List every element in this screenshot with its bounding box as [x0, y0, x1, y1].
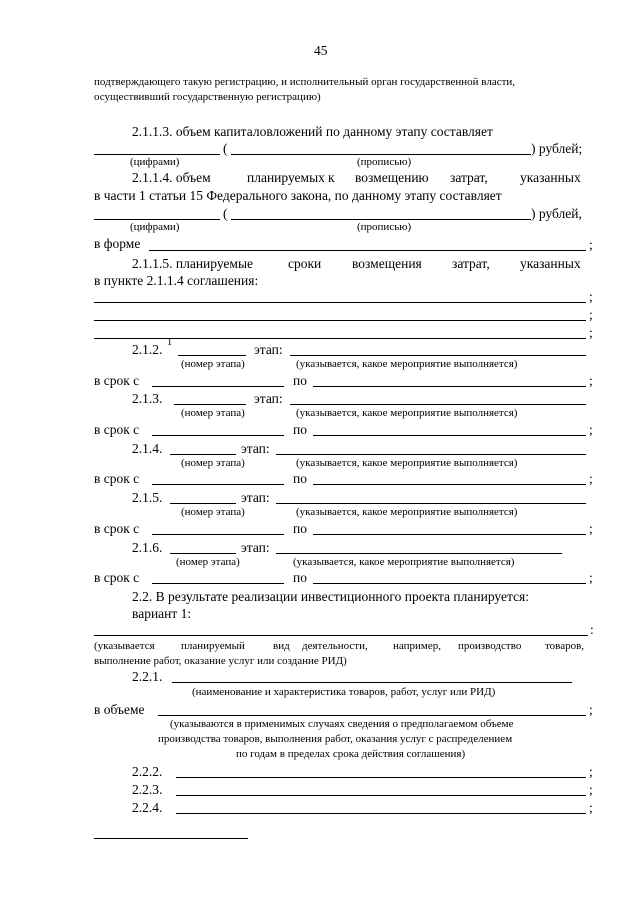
stage-4-num-line — [170, 503, 236, 504]
stage-3-number: 2.1.4. — [132, 441, 163, 456]
activity-note-word-3: вид — [273, 640, 290, 652]
stage-2-event-caption: (указывается, какое мероприятие выполняется) — [296, 407, 518, 419]
stage-2-number: 2.1.3. — [132, 391, 163, 406]
stage-5-to: по — [293, 570, 307, 585]
activity-note-word-5: например, — [393, 640, 441, 652]
terms-semicolon-1: ; — [589, 289, 593, 304]
stage-3-etap: этап: — [241, 441, 270, 456]
stage-3-to-line — [313, 484, 586, 485]
terms-line-1 — [94, 302, 586, 303]
volume-note-line-1: (указываются в применимых случаях сведения о предполагаемом объеме — [170, 718, 514, 730]
stage-1-number: 2.1.2. — [132, 342, 163, 357]
item-223-label: 2.2.3. — [132, 782, 163, 797]
stage-4-from-line — [152, 534, 284, 535]
stage-2-semicolon: ; — [589, 422, 593, 437]
stage-2-num-caption: (номер этапа) — [181, 407, 245, 419]
stage-5-semicolon: ; — [589, 570, 593, 585]
item-221-name-caption: (наименование и характеристика товаров, работ, услуг или РИД) — [192, 686, 496, 698]
stage-2-from: в срок с — [94, 422, 140, 437]
clause-2115-word-3: возмещения — [352, 256, 422, 271]
stage-1-from: в срок с — [94, 373, 140, 388]
intro-line-1: подтверждающего такую регистрацию, и исполнительный орган государственной власти, — [94, 76, 516, 88]
stage-5-from: в срок с — [94, 570, 140, 585]
stage-1-event-caption: (указывается, какое мероприятие выполняется) — [296, 358, 518, 370]
stage-4-event-caption: (указывается, какое мероприятие выполняется) — [296, 506, 518, 518]
activity-note-word-1: (указывается — [94, 640, 155, 652]
clause-2114-line-2: в части 1 статьи 15 Федерального закона, по данному этапу составляет — [94, 188, 502, 203]
stage-2-to: по — [293, 422, 307, 437]
stage-1-from-line — [152, 386, 284, 387]
intro-line-2: осуществивший государственную регистрацию) — [94, 91, 321, 103]
stage-1-to: по — [293, 373, 307, 388]
item-223-line — [176, 795, 586, 796]
footnote-mark: 1 — [167, 337, 173, 348]
stage-2-num-line — [174, 404, 246, 405]
variant-1-label: вариант 1: — [132, 606, 192, 621]
activity-colon: : — [590, 622, 594, 637]
stage-2-from-line — [152, 435, 284, 436]
stage-4-num-caption: (номер этапа) — [181, 506, 245, 518]
stage-3-num-caption: (номер этапа) — [181, 457, 245, 469]
stage-4-event-line — [276, 503, 586, 504]
volume-line — [158, 715, 586, 716]
stage-2-to-line — [313, 435, 586, 436]
stage-4-number: 2.1.5. — [132, 490, 163, 505]
capex-paren-open: ( — [223, 141, 228, 156]
reimb-digits-caption: (цифрами) — [130, 221, 180, 233]
form-label: в форме — [94, 236, 141, 251]
capex-words-caption: (прописью) — [357, 156, 412, 168]
volume-label: в объеме — [94, 702, 145, 717]
capex-digits-caption: (цифрами) — [130, 156, 180, 168]
clause-2114-word-2: планируемых — [247, 170, 325, 185]
stage-4-from: в срок с — [94, 521, 140, 536]
stage-2-etap: этап: — [254, 391, 283, 406]
stage-5-event-line — [276, 553, 562, 554]
reimb-rubles-suffix: ) рублей, — [531, 206, 582, 221]
stage-5-num-caption: (номер этапа) — [176, 556, 240, 568]
volume-note-line-3: по годам в пределах срока действия соглашения) — [236, 748, 466, 760]
clause-2115-word-4: затрат, — [452, 256, 490, 271]
activity-note-word-6: производство — [458, 640, 522, 652]
item-224-semicolon: ; — [589, 800, 593, 815]
stage-3-semicolon: ; — [589, 471, 593, 486]
activity-note-word-4: деятельности, — [302, 640, 368, 652]
item-222-semicolon: ; — [589, 764, 593, 779]
clause-2114-word-6: указанных — [520, 170, 581, 185]
item-223-semicolon: ; — [589, 782, 593, 797]
stage-1-num-caption: (номер этапа) — [181, 358, 245, 370]
item-224-label: 2.2.4. — [132, 800, 163, 815]
item-221-label: 2.2.1. — [132, 669, 163, 684]
activity-note-word-7: товаров, — [545, 640, 585, 652]
clause-22-line-1: 2.2. В результате реализации инвестиционного проекта планируется: — [132, 589, 529, 604]
capex-digits-line — [94, 154, 220, 155]
activity-note-line-2: выполнение работ, оказание услуг или создание РИД) — [94, 655, 347, 667]
stage-4-to-line — [313, 534, 586, 535]
stage-5-etap: этап: — [241, 540, 270, 555]
footnote-separator — [94, 838, 248, 839]
reimb-words-line — [231, 219, 531, 220]
stage-1-num-line — [178, 355, 246, 356]
reimb-digits-line — [94, 219, 220, 220]
stage-3-to: по — [293, 471, 307, 486]
clause-2114-word-1: 2.1.1.4. объем — [132, 170, 211, 185]
stage-1-etap: этап: — [254, 342, 283, 357]
clause-2115-word-2: сроки — [288, 256, 322, 271]
clause-2114-word-5: затрат, — [450, 170, 488, 185]
terms-semicolon-3: ; — [589, 325, 593, 340]
stage-5-number: 2.1.6. — [132, 540, 163, 555]
capex-rubles-suffix: ) рублей; — [531, 141, 583, 156]
stage-3-num-line — [170, 454, 236, 455]
stage-4-to: по — [293, 521, 307, 536]
clause-2115-word-5: указанных — [520, 256, 581, 271]
volume-semicolon: ; — [589, 702, 593, 717]
form-semicolon: ; — [589, 237, 593, 252]
clause-2114-word-4: возмещению — [355, 170, 429, 185]
stage-5-num-line — [170, 553, 236, 554]
reimb-words-caption: (прописью) — [357, 221, 412, 233]
activity-line — [94, 635, 588, 636]
stage-3-event-line — [276, 454, 586, 455]
page-number: 45 — [314, 43, 328, 58]
stage-4-semicolon: ; — [589, 521, 593, 536]
stage-3-from-line — [152, 484, 284, 485]
stage-5-from-line — [152, 583, 284, 584]
item-222-line — [176, 777, 586, 778]
clause-2113-text: 2.1.1.3. объем капиталовложений по данному этапу составляет — [132, 124, 493, 139]
stage-3-event-caption: (указывается, какое мероприятие выполняется) — [296, 457, 518, 469]
activity-note-word-2: планируемый — [181, 640, 245, 652]
stage-2-event-line — [290, 404, 586, 405]
stage-3-from: в срок с — [94, 471, 140, 486]
terms-line-2 — [94, 320, 586, 321]
clause-2115-line-2: в пункте 2.1.1.4 соглашения: — [94, 273, 259, 288]
stage-5-to-line — [313, 583, 586, 584]
stage-4-etap: этап: — [241, 490, 270, 505]
stage-1-semicolon: ; — [589, 373, 593, 388]
reimb-paren-open: ( — [223, 206, 228, 221]
terms-semicolon-2: ; — [589, 307, 593, 322]
clause-2114-word-3: к — [328, 170, 335, 185]
item-224-line — [176, 813, 586, 814]
stage-1-event-line — [290, 355, 586, 356]
clause-2115-word-1: 2.1.1.5. планируемые — [132, 256, 254, 271]
item-221-name-line — [172, 682, 572, 683]
volume-note-line-2: производства товаров, выполнения работ, оказания услуг с распределением — [158, 733, 513, 745]
capex-words-line — [231, 154, 531, 155]
stage-1-to-line — [313, 386, 586, 387]
stage-5-event-caption: (указывается, какое мероприятие выполняется) — [293, 556, 515, 568]
item-222-label: 2.2.2. — [132, 764, 163, 779]
form-line — [149, 250, 586, 251]
